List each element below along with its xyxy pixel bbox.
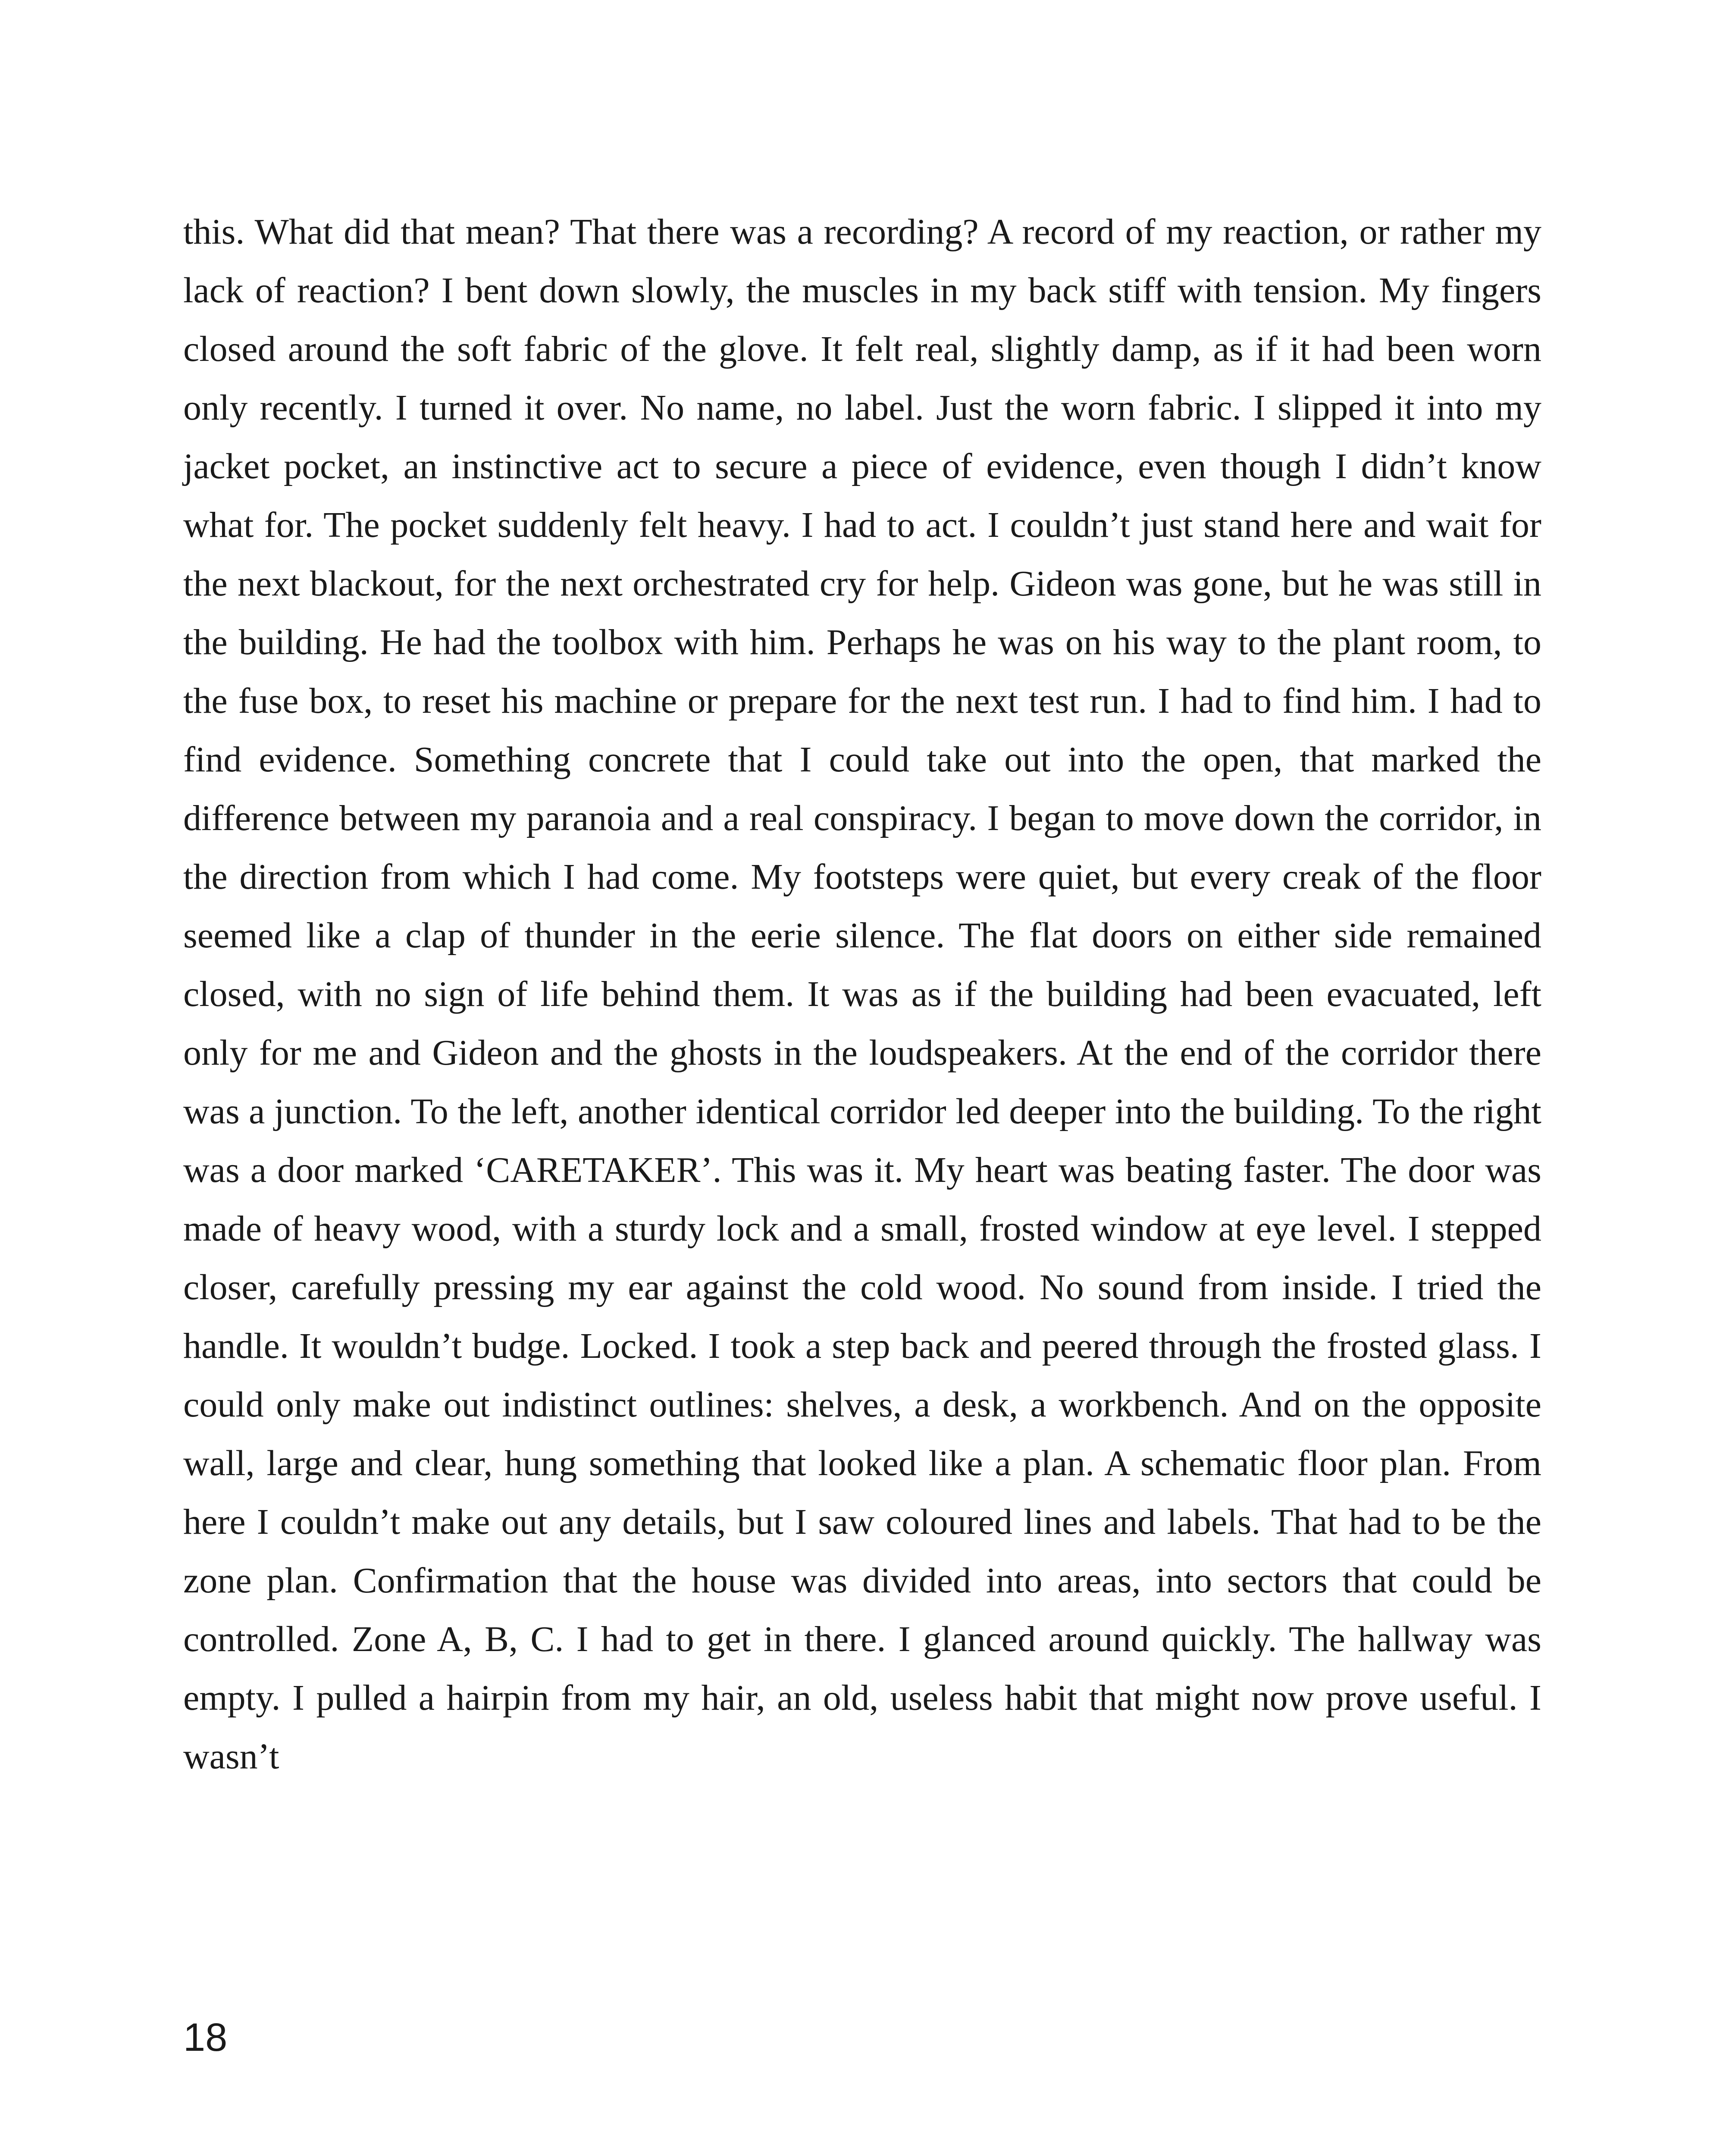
body-paragraph: this. What did that mean? That there was a recording? A record of my reaction, or rather my lack of reaction? I bent down slowly, the muscles in my back stiff with tension. My fingers closed around the soft fabric of the glove. It felt real, slightly damp, as if it had been worn only recently. I turned it over. No name, no label. Just the worn fabric. I slipped it into my jacket pocket, an instinctive act to secure a piece of evidence, even though I didn’t know what for. The pocket suddenly felt heavy. I had to act. I couldn’t just stand here and wait for the next blackout, for the next orchestrated cry for help. Gideon was gone, but he was still in the building. He had the toolbox with him. Perhaps he was on his way to the plant room, to the fuse box, to reset his machine or prepare for the next test run. I had to find him. I had to find evidence. Something concrete that I could take out into the open, that marked the difference between my paranoia and a real conspiracy. I began to move down the corridor, in the direction from which I had come. My footsteps were quiet, but every creak of the floor seemed like a clap of thunder in the eerie silence. The flat doors on either side remained closed, with no sign of life behind them. It was as if the building had been evacuated, left only for me and Gideon and the ghosts in the loudspeakers. At the end of the corridor there was a junction. To the left, another identical corridor led deeper into the building. To the right was a door marked ‘CARETAKER’. This was it. My heart was beating faster. The door was made of heavy wood, with a sturdy lock and a small, frosted window at eye level. I stepped closer, carefully pressing my ear against the cold wood. No sound from inside. I tried the handle. It wouldn’t budge. Locked. I took a step back and peered through the frosted glass. I could only make out indistinct outlines: shelves, a desk, a workbench. And on the opposite wall, large and clear, hung something that looked like a plan. A schematic floor plan. From here I couldn’t make out any details, but I saw coloured lines and labels. That had to be the zone plan. Confirmation that the house was divided into areas, into sectors that could be controlled. Zone A, B, C. I had to get in there. I glanced around quickly. The hallway was empty. I pulled a hairpin from my hair, an old, useless habit that might now prove useful. I wasn’t bbox=[183, 212, 1541, 1777]
page-number: 18 bbox=[183, 2015, 228, 2059]
